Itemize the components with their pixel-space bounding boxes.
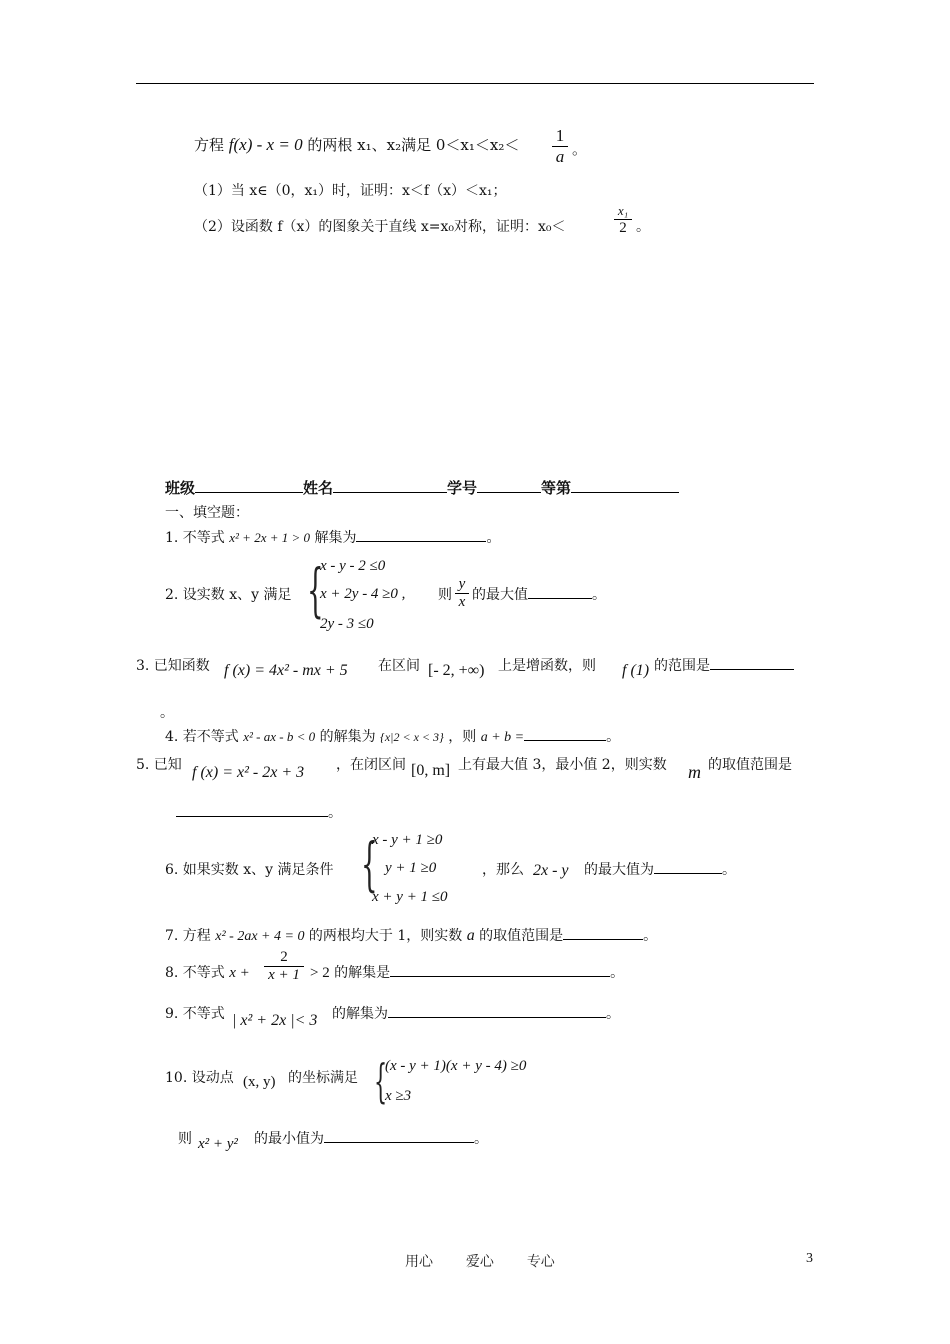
question-2-label: 2. 设实数 x、y 满足 [165, 587, 292, 603]
question-8-label: 8. 不等式 x + [165, 965, 250, 981]
problem-part-2: （2）设函数 f（x）的图象关于直线 x=x₀对称，证明：x₀＜ [194, 219, 566, 235]
section-title: 一、填空题： [165, 505, 249, 521]
q6-answer-blank[interactable] [654, 859, 722, 874]
id-field[interactable] [477, 478, 541, 493]
problem-stem: 方程 f(x) - x = 0 的两根 x₁、x₂满足 0＜x₁＜x₂＜ [194, 135, 520, 154]
q5-answer-blank[interactable] [176, 802, 328, 817]
footer-motto-1: 用心 [405, 1254, 433, 1270]
question-5-label: 5. 已知 [136, 757, 182, 773]
name-field[interactable] [333, 478, 447, 493]
q6-brace: { [361, 830, 378, 898]
question-9-label: 9. 不等式 [165, 1006, 225, 1022]
q9-tail: 的解集为 。 [332, 1003, 620, 1023]
q3-f1: f (1) [622, 662, 650, 679]
q2-then: 则 [438, 587, 452, 603]
q3-in-interval: 在区间 [378, 658, 420, 674]
q3-function: f (x) = 4x² - mx + 5 [224, 662, 348, 679]
problem-stem-end: 。 [572, 140, 588, 158]
q3-tail: 的范围是 [654, 655, 794, 675]
footer-motto [405, 1251, 555, 1271]
student-info-header [165, 477, 679, 498]
q3-interval: [- 2, +∞) [428, 662, 485, 679]
q6-tail: 的最大值为 。 [584, 859, 736, 879]
footer-motto-3: 专心 [526, 1254, 555, 1270]
q6-constraint-1: x - y + 1 ≥0 [372, 832, 443, 848]
q3-answer-blank[interactable] [710, 655, 794, 670]
q8-answer-blank[interactable] [390, 962, 610, 977]
q10-tail: 的最小值为 。 [254, 1128, 488, 1148]
q2-constraint-2: x + 2y - 4 ≥0 , [320, 586, 406, 602]
q8-tail: > 2 的解集是 。 [310, 962, 624, 982]
q5-range-label: 的取值范围是 [708, 757, 792, 773]
q2-constraint-3: 2y - 3 ≤0 [320, 616, 374, 632]
q10-expression: x² + y² [198, 1136, 238, 1152]
page-number: 3 [806, 1251, 813, 1266]
q8-fraction: 2 x + 1 [264, 949, 304, 985]
q2-answer-blank[interactable] [528, 584, 592, 599]
q9-expression: | x² + 2x |< 3 [232, 1012, 318, 1029]
q10-constraint-2: x ≥3 [385, 1088, 412, 1104]
q7-answer-blank[interactable] [563, 925, 643, 940]
header-rule [136, 83, 814, 84]
q5-function: f (x) = x² - 2x + 3 [192, 764, 305, 781]
class-field[interactable] [195, 478, 303, 493]
question-10-label: 10. 设动点 [165, 1070, 234, 1086]
problem-stem-fraction: 1 a [552, 126, 568, 166]
q9-answer-blank[interactable] [388, 1003, 606, 1018]
q5-m: m [688, 762, 701, 782]
q10-constraint-1: (x - y + 1)(x + y - 4) ≥0 [385, 1058, 527, 1074]
problem-part-1: （1）当 x∈（0，x₁）时，证明：x＜f（x）＜x₁； [194, 183, 507, 199]
question-7: 7. 方程 x² - 2ax + 4 = 0 的两根均大于 1，则实数 a 的取值范围是 。 [165, 927, 658, 944]
q5-answer-line: 。 [176, 802, 342, 822]
q10-then: 则 [178, 1131, 192, 1147]
name-label: 姓名 [303, 479, 334, 497]
q5-interval: [0, m] [411, 762, 451, 779]
id-label: 学号 [447, 479, 478, 497]
q4-answer-blank[interactable] [524, 726, 606, 741]
q10-condition-label: 的坐标满足 [288, 1070, 358, 1086]
problem-part-2-end: 。 [636, 219, 650, 235]
q10-point: (x, y) [243, 1074, 276, 1090]
q2-constraint-1: x - y - 2 ≤0 [320, 558, 386, 574]
class-label: 班级 [165, 479, 196, 497]
q6-expression: 2x - y [533, 862, 569, 879]
q1-answer-blank[interactable] [356, 527, 486, 542]
q10-answer-blank[interactable] [324, 1128, 474, 1143]
q5-condition: 上有最大值 3，最小值 2，则实数 [458, 757, 667, 773]
q3-end: 。 [160, 705, 174, 721]
question-4: 4. 若不等式 x² - ax - b < 0 的解集为 {x|2 < x < 3} ，则 a + b = 。 [165, 726, 620, 746]
q6-constraint-3: x + y + 1 ≤0 [372, 889, 448, 905]
problem-part-2-fraction: x₁ 2 [614, 204, 632, 237]
grade-field[interactable] [571, 478, 679, 493]
footer-motto-2: 爱心 [465, 1254, 494, 1270]
q3-increasing: 上是增函数，则 [498, 658, 596, 674]
question-6-label: 6. 如果实数 x、y 满足条件 [165, 862, 334, 878]
grade-label: 等第 [541, 479, 572, 497]
question-3-label: 3. 已知函数 [136, 658, 210, 674]
q5-closed-interval: ，在闭区间 [336, 757, 406, 773]
q6-then: ，那么 [482, 862, 524, 878]
q2-brace: { [307, 556, 324, 624]
q6-constraint-2: y + 1 ≥0 [385, 860, 437, 876]
question-1: 1. 不等式 x² + 2x + 1 > 0 解集为 。 [165, 527, 500, 547]
q2-fraction: y x [455, 576, 469, 612]
q2-tail: 的最大值 。 [472, 584, 606, 604]
q10-brace: { [374, 1054, 388, 1108]
